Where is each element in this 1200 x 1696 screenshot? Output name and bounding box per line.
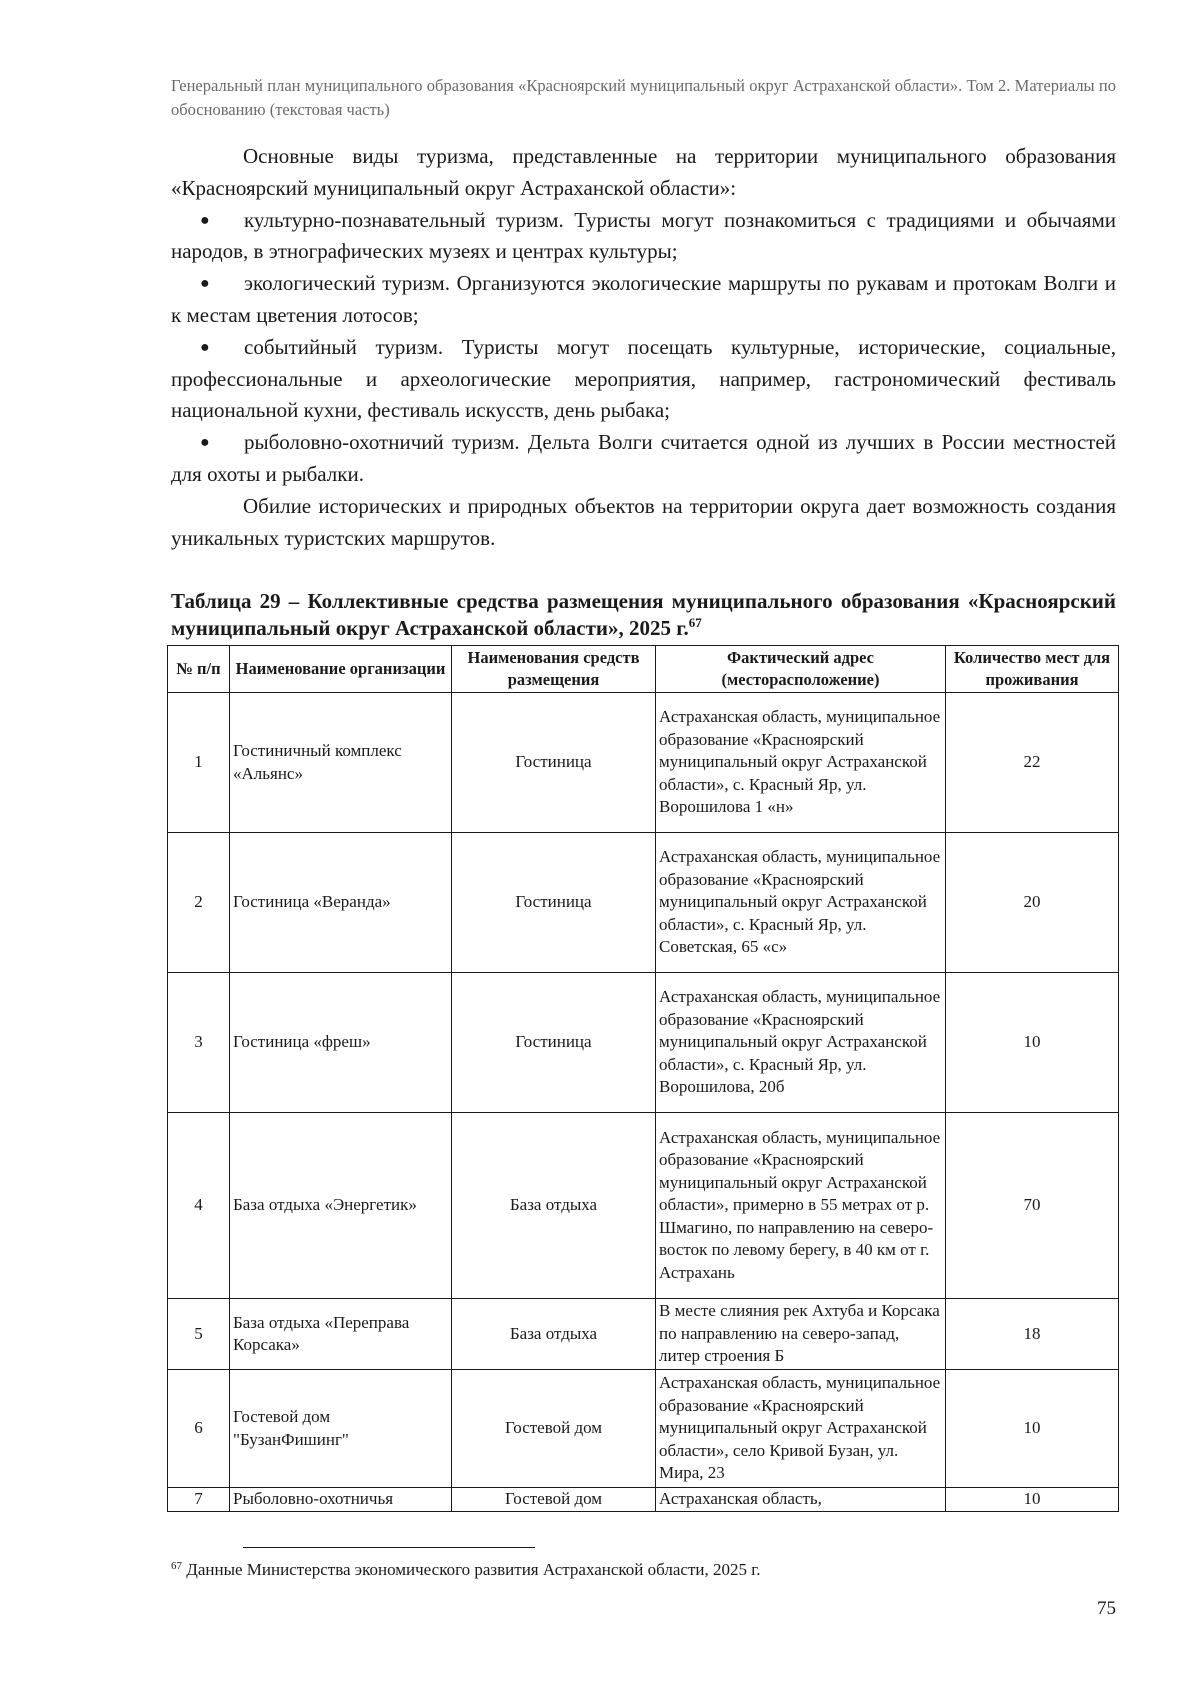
bullet-item	[171, 268, 1116, 332]
footnote-number: 67	[171, 1560, 182, 1572]
bullet-text: событийный туризм. Туристы могут посещать культурные, исторические, социальные, профессиональные и археологические мероприятия, например, гастрономический фестиваль национальной кухни, фестиваль искусств, день рыбака;	[171, 334, 1116, 423]
table-header-row	[168, 646, 1119, 693]
cell-address: Астраханская область,	[656, 1488, 946, 1512]
table-row	[168, 833, 1119, 973]
cell-capacity: 10	[946, 973, 1119, 1113]
cell-organization: Рыболовно-охотничья	[230, 1488, 452, 1512]
cell-address: В месте слияния рек Ахтуба и Корсака по направлению на северо-запад, литер строения Б	[656, 1299, 946, 1370]
cell-capacity: 22	[946, 693, 1119, 833]
cell-capacity: 20	[946, 833, 1119, 973]
cell-facility-type: Гостевой дом	[452, 1370, 656, 1488]
cell-capacity: 10	[946, 1370, 1119, 1488]
cell-address: Астраханская область, муниципальное образование «Красноярский муниципальный округ Астраханской области», примерно в 55 метрах от р. Шмагино, по направлению на северо-восток по левому берегу, в 40 км от г. Астрахань	[656, 1113, 946, 1299]
accommodation-table	[167, 645, 1119, 1512]
cell-facility-type: Гостиница	[452, 973, 656, 1113]
cell-number: 7	[168, 1488, 230, 1512]
table-caption-text: Таблица 29 – Коллективные средства размещения муниципального образования «Красноярский муниципальный округ Астраханской области», 2025 г.	[171, 589, 1116, 640]
cell-organization: Гостиничный комплекс «Альянс»	[230, 693, 452, 833]
bullet-item	[171, 427, 1116, 491]
bullet-text: культурно-познавательный туризм. Туристы могут познакомиться с традициями и обычаями народов, в этнографических музеях и центрах культуры;	[171, 207, 1116, 264]
cell-capacity: 10	[946, 1488, 1119, 1512]
header-capacity: Количество мест для проживания	[946, 646, 1119, 693]
table-row	[168, 1299, 1119, 1370]
bullet-item	[171, 205, 1116, 269]
table-row	[168, 693, 1119, 833]
bullet-item	[171, 332, 1116, 427]
intro-paragraph: Основные виды туризма, представленные на территории муниципального образования «Красноярский муниципальный округ Астраханской области»:	[171, 144, 1116, 200]
header-number: № п/п	[168, 646, 230, 693]
body-text	[171, 141, 1116, 554]
cell-number: 1	[168, 693, 230, 833]
cell-capacity: 18	[946, 1299, 1119, 1370]
cell-organization: Гостиница «Веранда»	[230, 833, 452, 973]
running-header: Генеральный план муниципального образования «Красноярский муниципальный округ Астраханской области». Том 2. Материалы по обоснованию (текстовая часть)	[171, 76, 1116, 119]
cell-organization: База отдыха «Переправа Корсака»	[230, 1299, 452, 1370]
table-row	[168, 973, 1119, 1113]
page-number: 75	[1097, 1598, 1116, 1619]
cell-number: 6	[168, 1370, 230, 1488]
table-row	[168, 1113, 1119, 1299]
table-caption	[171, 588, 1116, 642]
footnote-divider	[243, 1547, 535, 1548]
bullet-icon: ●	[200, 338, 210, 356]
cell-address: Астраханская область, муниципальное образование «Красноярский муниципальный округ Астраханской области», с. Красный Яр, ул. Советская, 65 «с»	[656, 833, 946, 973]
bullet-icon: ●	[200, 434, 210, 452]
header-address: Фактический адрес (месторасположение)	[656, 646, 946, 693]
footnote-text: Данные Министерства экономического развития Астраханской области, 2025 г.	[186, 1560, 761, 1579]
bullet-icon: ●	[200, 275, 210, 293]
table-row	[168, 1488, 1119, 1512]
bullet-icon: ●	[200, 211, 210, 229]
cell-facility-type: База отдыха	[452, 1299, 656, 1370]
cell-organization: База отдыха «Энергетик»	[230, 1113, 452, 1299]
cell-facility-type: Гостевой дом	[452, 1488, 656, 1512]
cell-number: 3	[168, 973, 230, 1113]
bullet-text: рыболовно-охотничий туризм. Дельта Волги считается одной из лучших в России местностей для охоты и рыбалки.	[171, 430, 1116, 486]
cell-organization: Гостевой дом "БузанФишинг"	[230, 1370, 452, 1488]
footnote	[171, 1558, 1116, 1582]
cell-facility-type: Гостиница	[452, 833, 656, 973]
cell-number: 2	[168, 833, 230, 973]
header-organization: Наименование организации	[230, 646, 452, 693]
cell-organization: Гостиница «фреш»	[230, 973, 452, 1113]
cell-capacity: 70	[946, 1113, 1119, 1299]
cell-facility-type: Гостиница	[452, 693, 656, 833]
header-facility-type: Наименования средств размещения	[452, 646, 656, 693]
cell-address: Астраханская область, муниципальное образование «Красноярский муниципальный округ Астраханской области», село Кривой Бузан, ул. Мира, 23	[656, 1370, 946, 1488]
cell-number: 5	[168, 1299, 230, 1370]
bullet-text: экологический туризм. Организуются экологические маршруты по рукавам и протокам Волги и к местам цветения лотосов;	[171, 271, 1116, 327]
cell-address: Астраханская область, муниципальное образование «Красноярский муниципальный округ Астраханской области», с. Красный Яр, ул. Ворошилова, 20б	[656, 973, 946, 1113]
footnote-reference: 67	[688, 615, 702, 630]
closing-paragraph: Обилие исторических и природных объектов на территории округа дает возможность создания уникальных туристских маршрутов.	[171, 493, 1116, 550]
cell-address: Астраханская область, муниципальное образование «Красноярский муниципальный округ Астраханской области», с. Красный Яр, ул. Ворошилова 1 «н»	[656, 693, 946, 833]
cell-facility-type: База отдыха	[452, 1113, 656, 1299]
table-row	[168, 1370, 1119, 1488]
cell-number: 4	[168, 1113, 230, 1299]
